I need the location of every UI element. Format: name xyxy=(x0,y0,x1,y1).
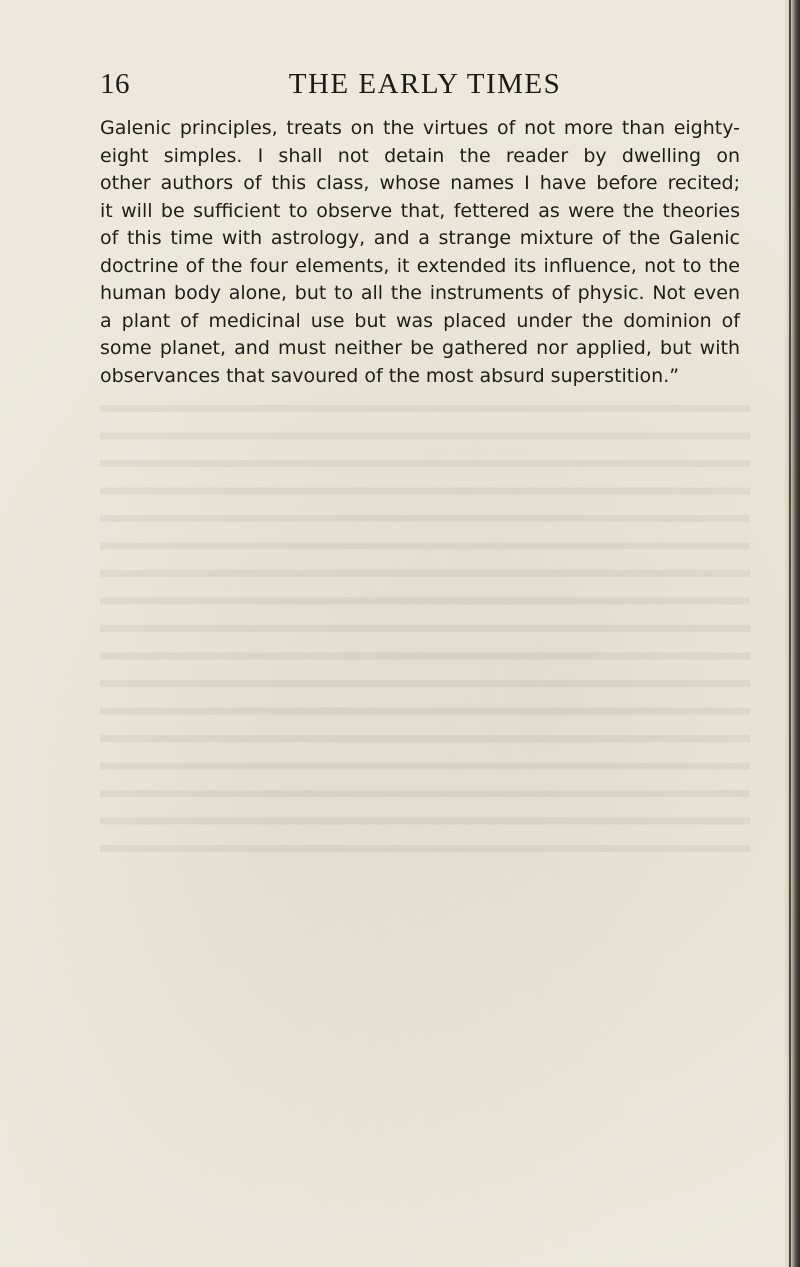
page-header xyxy=(100,64,740,104)
text-line: other authors of this class, whose names I have before recited; xyxy=(100,172,740,194)
binding-edge xyxy=(789,0,791,1267)
text-line: it will be sufficient to observe that, fettered as were the theories xyxy=(100,199,740,222)
text-line: human body alone, but to all the instruments of physic. Not even xyxy=(100,282,740,304)
text-line: a plant of medicinal use but was placed under the dominion of xyxy=(100,309,740,332)
text-line: of this time with astrology, and a strange mixture of the Galenic xyxy=(100,227,740,249)
show-through-texture xyxy=(100,395,750,865)
binding-edge-shadow xyxy=(784,0,800,1267)
text-line: Galenic principles, treats on the virtues of not more than eighty- xyxy=(100,117,740,139)
page-number: 16 xyxy=(100,68,130,100)
body-paragraph xyxy=(100,115,740,390)
text-line: doctrine of the four elements, it extended its influence, not to the xyxy=(100,254,740,277)
text-line: some planet, and must neither be gathered nor applied, but with xyxy=(100,337,740,359)
running-title: THE EARLY TIMES xyxy=(288,68,562,100)
text-line: eight simples. I shall not detain the reader by dwelling on xyxy=(100,144,740,167)
text-line: observances that savoured of the most absurd superstition.” xyxy=(100,364,680,387)
